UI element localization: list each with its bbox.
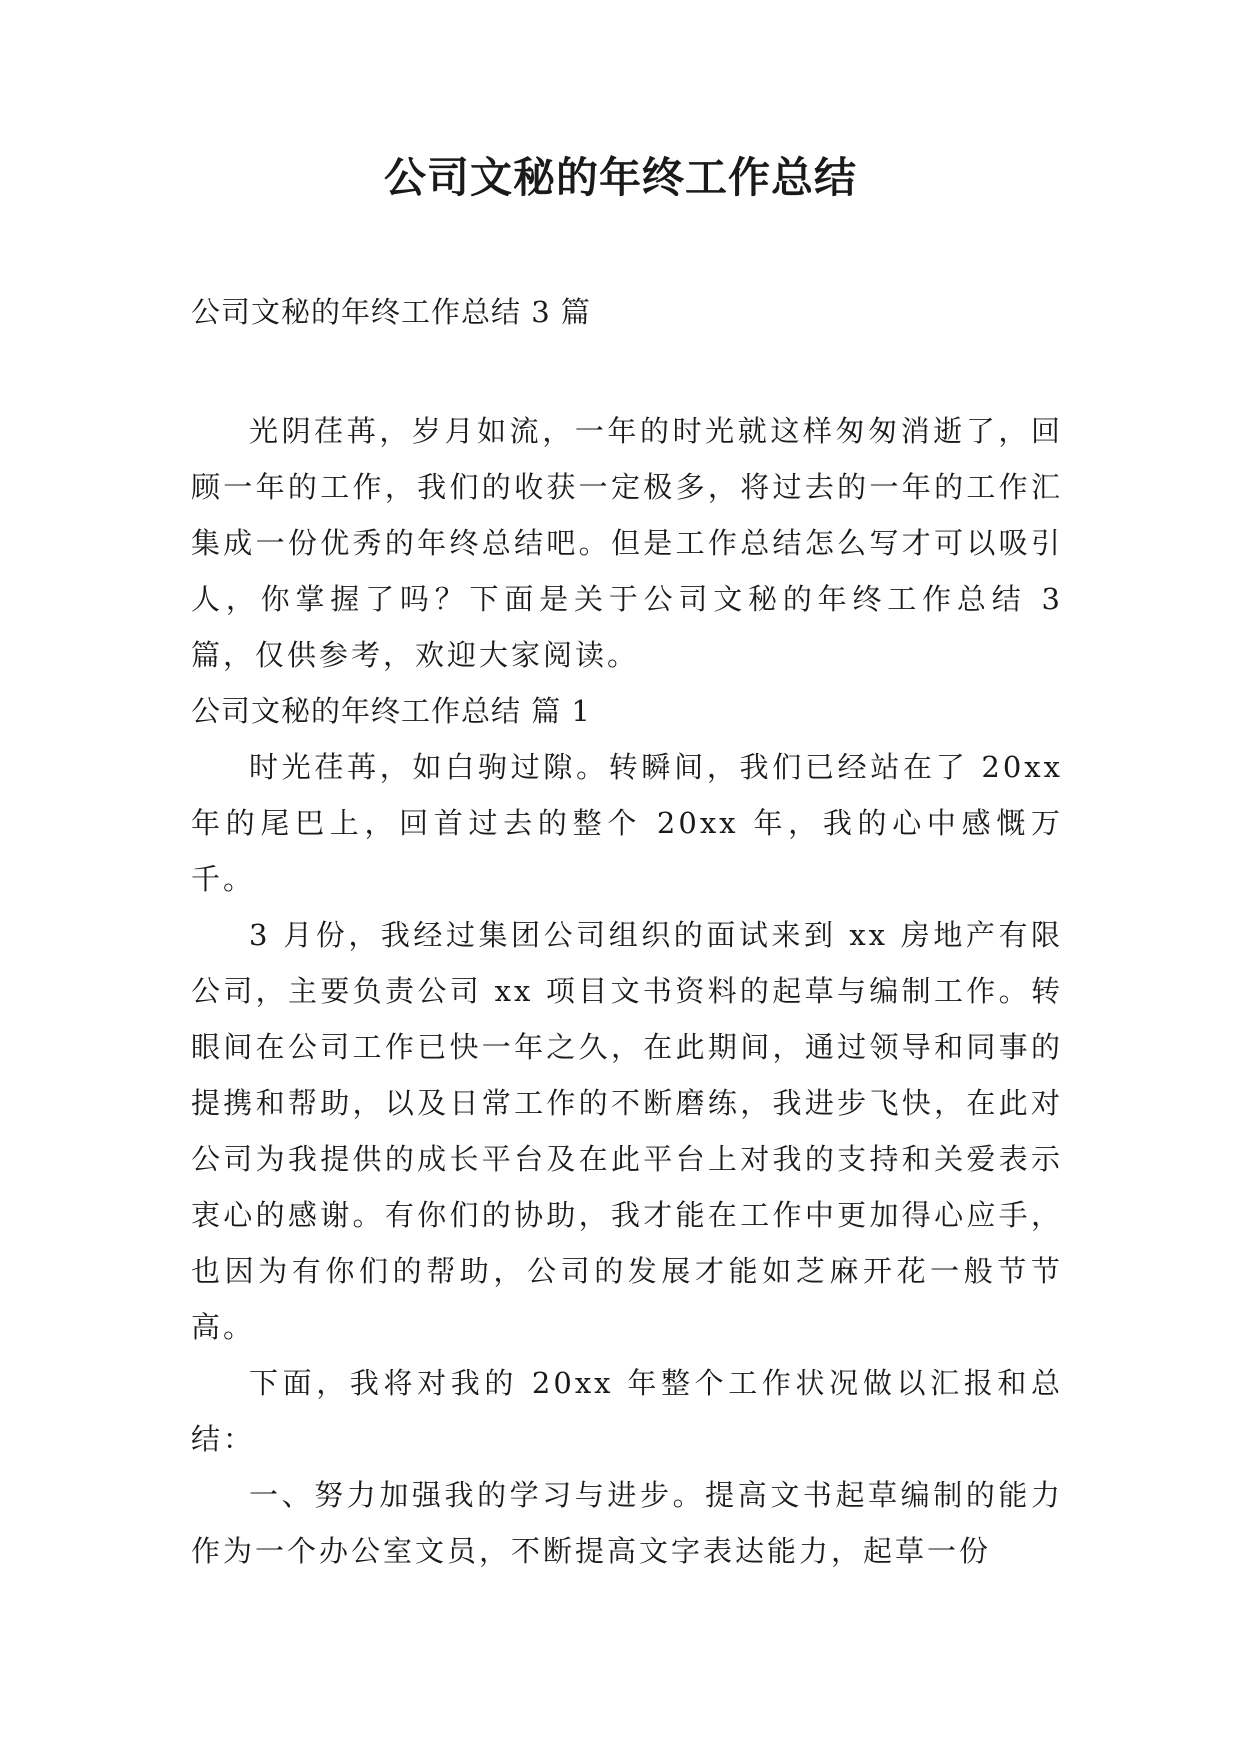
body-paragraph: 时光荏苒，如白驹过隙。转瞬间，我们已经站在了 20xx 年的尾巴上，回首过去的整个 20xx 年，我的心中感慨万千。 [191, 750, 1063, 896]
section-heading: 公司文秘的年终工作总结 篇 1 [191, 694, 591, 728]
document-subtitle: 公司文秘的年终工作总结 3 篇 [191, 295, 591, 329]
body-paragraph: 3 月份，我经过集团公司组织的面试来到 xx 房地产有限公司，主要负责公司 xx 项目文书资料的起草与编制工作。转眼间在公司工作已快一年之久，在此期间，通过领导和同事的提携和帮助，以及日常工作的不断磨练，我进步飞快，在此对公司为我提供的成长平台及在此平台上对我的支持和关爱表示衷心的感谢。有你们的协助，我才能在工作中更加得心应手，也因为有你们的帮助，公司的发展才能如芝麻开花一般节节高。 [191, 918, 1063, 1344]
document-body [191, 403, 1063, 1579]
intro-paragraph: 光阴荏苒，岁月如流，一年的时光就这样匆匆消逝了，回顾一年的工作，我们的收获一定极多，将过去的一年的工作汇集成一份优秀的年终总结吧。但是工作总结怎么写才可以吸引人，你掌握了吗？下面是关于公司文秘的年终工作总结 3 篇，仅供参考，欢迎大家阅读。 [191, 414, 1063, 672]
body-paragraph: 下面，我将对我的 20xx 年整个工作状况做以汇报和总结： [191, 1366, 1063, 1456]
document-title: 公司文秘的年终工作总结 [383, 153, 857, 202]
body-paragraph: 一、努力加强我的学习与进步。提高文书起草编制的能力作为一个办公室文员，不断提高文字表达能力，起草一份 [191, 1478, 1063, 1568]
